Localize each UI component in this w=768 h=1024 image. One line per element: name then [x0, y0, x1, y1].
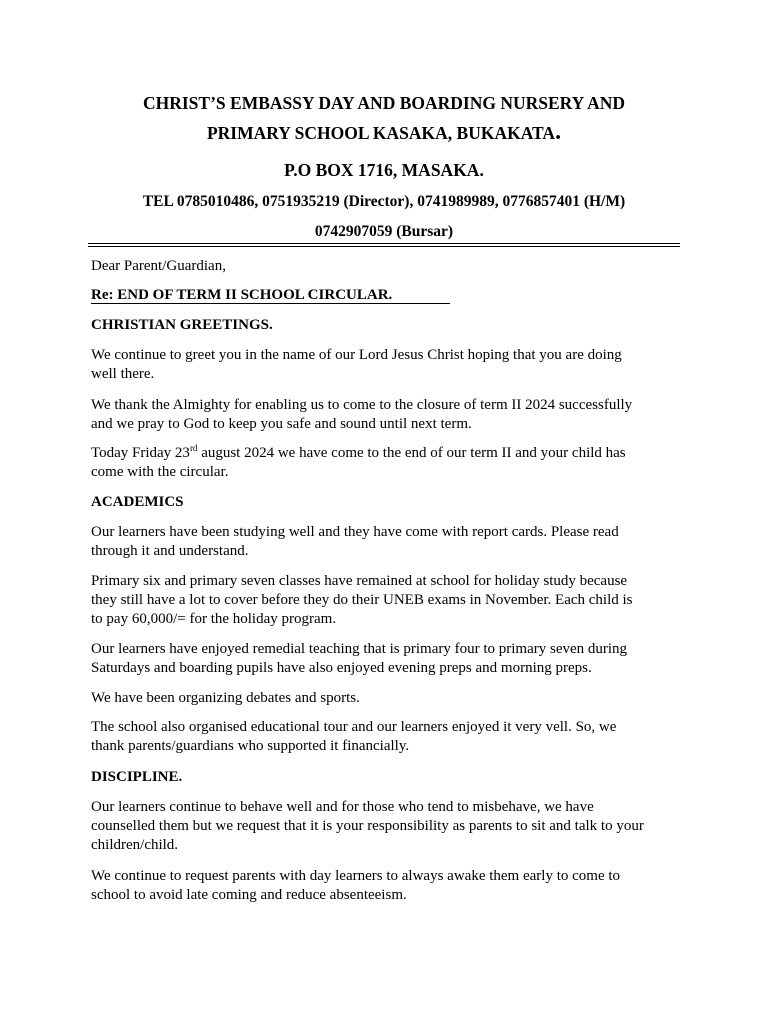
paragraph-greeting-line-2: well there. — [91, 366, 155, 382]
academics-p4: We have been organizing debates and sports. — [91, 690, 360, 706]
academics-p1-line-2: through it and understand. — [91, 543, 249, 559]
paragraph-greeting-line-1: We continue to greet you in the name of our Lord Jesus Christ hoping that you are doing — [91, 347, 622, 363]
paragraph-thanks-line-2: and we pray to God to keep you safe and sound until next term. — [91, 416, 472, 432]
date-text-b: august 2024 we have come to the end of our term II and your child has — [197, 445, 626, 461]
bursar-telephone: 0742907059 (Bursar) — [314, 223, 454, 240]
discipline-p1-line-3: children/child. — [91, 837, 179, 853]
discipline-p1-line-2: counselled them but we request that it is your responsibility as parents to sit and talk to your — [91, 818, 644, 834]
school-name-line-1: CHRIST’S EMBASSY DAY AND BOARDING NURSERY AND — [142, 93, 625, 113]
telephone-line: TEL 0785010486, 0751935219 (Director), 0741989989, 0776857401 (H/M) — [142, 193, 626, 210]
greeting-heading: CHRISTIAN GREETINGS. — [91, 317, 273, 333]
discipline-heading: DISCIPLINE. — [91, 769, 183, 785]
re-subject-text: Re: END OF TERM II SCHOOL CIRCULAR. — [91, 287, 450, 304]
paragraph-date-line-2: come with the circular. — [91, 464, 229, 480]
school-name-line-2 — [0, 119, 768, 145]
paragraph-thanks-line-1: We thank the Almighty for enabling us to come to the closure of term II 2024 successfully — [91, 397, 633, 413]
po-box: P.O BOX 1716, MASAKA. — [284, 160, 484, 180]
discipline-p1-line-1: Our learners continue to behave well and for those who tend to misbehave, we have — [91, 799, 594, 815]
academics-p5-line-1: The school also organised educational tour and our learners enjoyed it very vell. So, we — [91, 719, 617, 735]
school-name-period: . — [555, 119, 562, 145]
re-subject — [91, 286, 691, 305]
header-rule-bottom — [88, 246, 680, 247]
academics-p3-line-1: Our learners have enjoyed remedial teaching that is primary four to primary seven during — [91, 641, 628, 657]
discipline-p2-line-1: We continue to request parents with day learners to always awake them early to come to — [91, 868, 621, 884]
salutation: Dear Parent/Guardian, — [91, 258, 226, 274]
academics-p2-line-1: Primary six and primary seven classes have remained at school for holiday study because — [91, 573, 628, 589]
school-name-line-2-text: PRIMARY SCHOOL KASAKA, BUKAKATA — [206, 123, 556, 143]
paragraph-date-line-1 — [91, 444, 691, 463]
academics-heading: ACADEMICS — [91, 494, 184, 510]
header-rule-top — [88, 243, 680, 244]
discipline-p2-line-2: school to avoid late coming and reduce absenteeism. — [91, 887, 407, 903]
academics-p2-line-3: to pay 60,000/= for the holiday program. — [91, 611, 337, 627]
date-ordinal: rd — [189, 443, 198, 453]
academics-p3-line-2: Saturdays and boarding pupils have also enjoyed evening preps and morning preps. — [91, 660, 592, 676]
academics-p2-line-2: they still have a lot to cover before they do their UNEB exams in November. Each child is — [91, 592, 633, 608]
academics-p5-line-2: thank parents/guardians who supported it financially. — [91, 738, 410, 754]
academics-p1-line-1: Our learners have been studying well and they have come with report cards. Please read — [91, 524, 619, 540]
date-text-a: Today Friday 23 — [91, 445, 190, 461]
